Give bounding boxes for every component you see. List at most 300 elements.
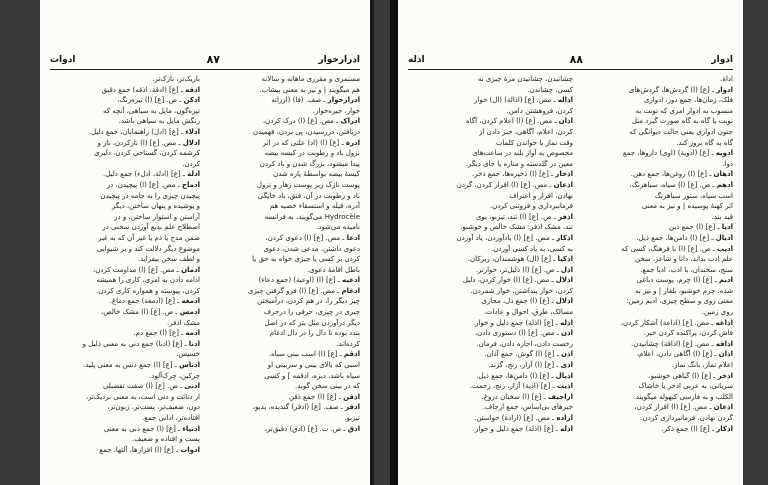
dictionary-line — [210, 254, 360, 265]
definition-text: Hydrocèle می‌گویند، به فرانسه — [264, 212, 360, 221]
definition-text: رخصت دادن، اجازه دادن، فرمان. — [476, 339, 573, 348]
dictionary-line — [423, 254, 573, 265]
dictionary-line — [50, 116, 200, 127]
dictionary-line — [50, 413, 200, 424]
dictionary-line — [210, 159, 360, 170]
definition-text: به کسی، به یاد کسی آوردن. — [491, 244, 573, 253]
text-column-right — [583, 74, 733, 479]
definition-text: چرکین، چرک‌آلود. — [149, 371, 200, 380]
headword: ادنیاء — [182, 424, 200, 433]
headword: ادناس — [179, 361, 200, 370]
definition-text: ـ [ع] (ال) هوشمندان، زیرکان. — [467, 255, 558, 264]
definition-text: ـ [ع] (ا) آزار، رنج، گزند. — [488, 361, 561, 370]
definition-text: ـ [ع] (ادویة) (اوی) داروها، جمع — [622, 149, 716, 158]
running-head-right: ادرارخوار — [318, 55, 360, 65]
headword: ادیم — [718, 276, 733, 285]
headword: اذان — [558, 117, 573, 126]
headword: اذل — [560, 265, 573, 274]
dictionary-line — [50, 95, 200, 106]
definition-text: دریافتن، دررسیدن، پی بردن، فهمیدن — [252, 127, 360, 136]
headword: ادیال — [715, 233, 733, 242]
headword: ادنی — [184, 382, 200, 391]
definition-text: ـ مص. [ع] (ا) اقرار کردن، گردن — [456, 180, 554, 189]
definition-text: تند، مشک اذفر: مشک خالص و خوشبو. — [460, 223, 573, 232]
dictionary-line — [50, 148, 200, 159]
definition-text: ـ [ع] (ا) چرم، پوست دباغی — [636, 276, 719, 285]
dictionary-line — [50, 328, 200, 339]
definition-text: ـ [ع] (ادلة، ادلء) جمع دلیل. — [102, 170, 188, 179]
dictionary-line — [50, 180, 200, 191]
definition-text: ـ [ع] (ا) افزارها، آلتها، جمع — [99, 445, 181, 454]
page-number: ۸۸ — [569, 53, 583, 66]
dictionary-line — [210, 180, 360, 191]
dictionary-line — [423, 286, 573, 297]
headword: اذاقه — [715, 339, 733, 348]
dictionary-line — [50, 402, 200, 413]
definition-text: شده، چرم خوشبو، بلغار | و نیز به — [635, 286, 733, 295]
headword: ادقر — [345, 403, 360, 412]
dictionary-line — [583, 180, 733, 191]
definition-text: تیره‌گون، مایل به سیاهی، آنچه که — [102, 106, 200, 115]
dictionary-line — [50, 339, 200, 350]
definition-text: گردن نهادن، فرمانبرداری کردن. — [640, 414, 733, 422]
dictionary-line — [423, 360, 573, 371]
definition-text: ـ ص. [ع] (ا) با فرهنگ، کسی که — [621, 244, 717, 253]
dictionary-line — [210, 402, 360, 413]
definition-text: ـ مص. [ع] (اذالة) (ال) خوار — [474, 96, 558, 105]
headword: ادمان — [181, 265, 200, 274]
dictionary-line — [50, 349, 200, 360]
definition-text: اصطلاح علم بدیع آوردن سخنی در — [102, 223, 200, 232]
definition-text: ـ [ع] (ا) گیاهی خوشبو. — [648, 371, 718, 380]
dictionary-line — [210, 127, 360, 138]
running-head-left: اذله — [408, 55, 425, 65]
dictionary-line — [423, 424, 573, 435]
dictionary-line — [583, 85, 733, 96]
dictionary-line — [210, 95, 360, 106]
dictionary-line — [210, 318, 360, 329]
dictionary-line — [423, 106, 573, 117]
dictionary-line — [583, 191, 733, 202]
definition-text: دون، ضعیف‌تر، پست‌تر، زبون‌تر، — [107, 403, 200, 412]
page-gutter-shadow — [390, 0, 398, 485]
definition-text: باریک‌تر، نازک‌تر. — [152, 75, 200, 83]
definition-text: ـ [ع] (ادقة، اذقه) جمع دقیق — [101, 85, 186, 94]
dictionary-line — [583, 169, 733, 180]
definition-text: کردن، پیوسته و همواره کاری کردن. — [96, 286, 200, 295]
dictionary-line — [50, 434, 200, 445]
dictionary-line — [583, 201, 733, 212]
headword: ادوات — [180, 445, 200, 454]
dictionary-line — [423, 191, 573, 202]
dictionary-line — [423, 392, 573, 403]
dictionary-line — [423, 328, 573, 339]
definition-text: موضوع دیگر دلالت کند و بر شیوایی — [97, 244, 200, 253]
definition-text: ـ ص. [ع] (ا) سیاه، سیاهرنگ، — [629, 180, 717, 189]
definition-text: پیچیدن چیزی را به جامه در پیچیدن — [100, 191, 200, 200]
definition-text: ـ [ع] (ا) جمع ذقن — [289, 392, 344, 401]
dictionary-line — [583, 402, 733, 413]
dictionary-line — [210, 349, 360, 360]
text-column-left — [50, 74, 200, 479]
dictionary-line — [50, 424, 200, 435]
definition-text: نهادن، اقرار و اعتراف — [509, 191, 573, 200]
definition-text: چیز دیگر را، در هم کردن، درآمیختن — [257, 297, 360, 306]
headword: ادمغه — [181, 297, 200, 306]
running-head-right: ادوار — [711, 55, 733, 65]
definition-text: ـ مص. [ع] (ا) اقرار کردن، — [634, 403, 714, 412]
definition-text: اسب سیاه، ستور سیاهرنگ — [654, 191, 733, 200]
definition-text: ـ مص. [ع] (ا) درک کردن، — [262, 117, 341, 126]
definition-text: خبرهای بی‌اساس، جمع ارجاف. — [482, 403, 573, 412]
dictionary-line — [210, 286, 360, 297]
dictionary-line — [423, 381, 573, 392]
dictionary-line — [50, 254, 200, 265]
headword: ادکن — [183, 96, 200, 105]
dictionary-line — [210, 265, 360, 276]
dictionary-line — [210, 307, 360, 318]
dictionary-line — [583, 212, 733, 223]
dictionary-line — [210, 424, 360, 435]
definition-text: سیاه باشد، دیزه، ادقمه ] و کسی — [264, 371, 360, 380]
dictionary-line — [50, 392, 200, 403]
headword: ادیا — [721, 223, 733, 232]
headword: اذاله — [557, 96, 573, 105]
dictionary-line — [423, 148, 573, 159]
headword: ادمه — [185, 329, 200, 338]
dictionary-line — [423, 233, 573, 244]
definition-text: روی زمین. — [701, 308, 733, 317]
dictionary-line — [50, 127, 200, 138]
dictionary-line — [583, 138, 733, 149]
headword: ادمس — [179, 308, 200, 317]
headword: اذله — [560, 318, 573, 327]
definition-text: ـ مص. [ع] (ا) اعلام کردن، آگاه — [465, 117, 559, 126]
headword: ادوار — [716, 85, 733, 94]
dictionary-line — [583, 318, 733, 329]
definition-text: کرشمه کردن، گستاخی کردن، دلیری — [94, 149, 200, 158]
definition-text: که در بینی سخن گوید. — [295, 382, 360, 391]
definition-text: ـ [ع] (ا) جمع دنی به معنی — [103, 424, 183, 433]
headword: ادقه — [185, 85, 200, 94]
dictionary-line — [423, 318, 573, 329]
dictionary-line — [423, 349, 573, 360]
definition-text: چیزی در چیزی، حرفی را درحرف — [263, 308, 360, 317]
header-rule — [408, 69, 733, 70]
dictionary-line — [583, 286, 733, 297]
definition-text: ـ صف. [ع] (ادقر) گندیده، بدبو، — [252, 403, 346, 412]
definition-text: آدره، قیله و استسقاء خصیه هم — [269, 202, 360, 211]
dictionary-line — [210, 233, 360, 244]
definition-text: ـ [ع] (ادنا) جمع دنی به معنی ذلیل و — [82, 339, 189, 348]
definition-text: گاه به گاه بروز کند. — [676, 138, 733, 147]
headword: اذیت — [556, 382, 573, 391]
definition-text: جنون ادواری یعنی حالت دیوانگی که — [629, 127, 733, 136]
dictionary-line — [210, 191, 360, 202]
definition-text: ـ [ع] (اذلة) جمع ذلیل و خوار. — [472, 424, 561, 433]
definition-text: ـ مص. [ع] (ا) دعوی کردن، — [265, 233, 347, 242]
definition-text: وقت نماز با خواندن کلمات — [495, 138, 573, 147]
definition-text: فرمانبرداری و فروتنی کردن. — [489, 202, 573, 211]
dictionary-line — [583, 95, 733, 106]
dictionary-line — [210, 106, 360, 117]
definition-text: اداة. — [720, 75, 733, 83]
headword: اذن — [561, 329, 573, 338]
definition-text: اثر کهنهٔ پوسیده | و نیز به معنی — [641, 202, 733, 211]
definition-text: فاش کردن، پراکنده کردن خبر. — [643, 329, 733, 338]
right-page — [398, 0, 743, 485]
dictionary-line — [583, 116, 733, 127]
dictionary-line — [423, 74, 573, 85]
definition-text: آراستن و استوار ساختن، و در — [114, 212, 200, 221]
definition-text: فلک، زمان‌ها، جمع دور، ادواری — [643, 96, 733, 105]
dictionary-line — [210, 222, 360, 233]
dictionary-line — [583, 159, 733, 170]
definition-text: علم ادب بداند، دانا و شاعر، سخن — [634, 255, 733, 264]
headword: ادعا — [346, 233, 360, 242]
definition-text: پست و افتاده و ضعیف. — [132, 435, 200, 444]
dictionary-line — [423, 371, 573, 382]
headword: ادهم — [716, 180, 733, 189]
dictionary-line — [583, 74, 733, 85]
definition-text: ـ [ع] (ا) جمع ذکر. — [661, 424, 717, 433]
dictionary-line — [210, 413, 360, 424]
headword: اذکار — [716, 424, 733, 433]
dictionary-line — [423, 402, 573, 413]
dictionary-line — [583, 127, 733, 138]
definition-text: ـ مص. [ع] (ا) نازکردن، ناز و — [97, 138, 183, 147]
definition-text: معنی روی و سطح چیزی، ادیم زمین: — [626, 297, 733, 306]
headword: ادرارخوار — [327, 96, 360, 105]
dictionary-line — [423, 244, 573, 255]
definition-text: نوبت یا گاه به گاه صورت گیرد مثل — [631, 117, 733, 126]
dictionary-line — [583, 349, 733, 360]
headword: اذفر — [558, 212, 573, 221]
definition-text: ـ مص. [ع] (ا) مداومت کردن، — [92, 265, 182, 274]
right-page-header — [408, 55, 733, 67]
headword: اراده — [556, 414, 573, 422]
definition-text: ـ [ع] (ا) جمع دنس به معنی پلید. — [83, 361, 180, 370]
definition-text: منسوب به ادوار امری که نوبت به — [635, 106, 733, 115]
left-page-header — [50, 55, 360, 67]
dictionary-line — [583, 392, 733, 403]
dictionary-line — [423, 212, 573, 223]
headword: اذعان — [553, 180, 573, 189]
definition-text: ـ مص. [ع] (اذاقة) چشانیدن. — [631, 339, 716, 348]
headword: ادویه — [715, 149, 733, 158]
dictionary-line — [423, 296, 573, 307]
definition-text: کسی، چشاندن. — [527, 85, 573, 94]
dictionary-line — [210, 169, 360, 180]
headword: ادراک — [340, 117, 360, 126]
definition-text: ـ [ع] (ادمغة) جمع دماغ. — [109, 297, 182, 306]
definition-text: ضمن مدح یا ذم یا غیر آن که به غیر — [97, 233, 200, 242]
definition-text: نامیده می‌شود. — [316, 223, 360, 232]
definition-text: دوا. — [722, 159, 733, 168]
headword: اذی — [560, 361, 573, 370]
headword: اذن — [561, 350, 573, 359]
definition-text: باد و رطوبت در آن، فتق، باد خایگی — [257, 191, 360, 200]
definition-text: ـ [ع] (ا) جمع ذل، مجاری — [481, 297, 556, 306]
definition-text: ـ مص. [ع] (ارادة) خواستن. — [474, 414, 557, 422]
dictionary-line — [210, 201, 360, 212]
dictionary-line — [423, 138, 573, 149]
definition-text: و پوشیده و پنهان ساختن، دیگر — [111, 202, 200, 211]
dictionary-line — [210, 360, 360, 371]
dictionary-line — [583, 222, 733, 233]
dictionary-line — [50, 106, 200, 117]
definition-text: ـ [ع] (ا) آگاهی دادن، اعلام، — [636, 350, 719, 359]
definition-text: کیسهٔ بیضه بواسطهٔ پاره شدن — [273, 170, 360, 179]
headword: ادغام — [341, 286, 360, 295]
definition-text: هم میگویند | و نیز به معنی پیشاب. — [259, 85, 360, 94]
dictionary-line — [423, 180, 573, 191]
headword: اذعان — [713, 403, 733, 412]
dictionary-line — [50, 296, 200, 307]
dictionary-line — [210, 328, 360, 339]
headword: اذاعه — [715, 318, 733, 327]
left-page — [40, 0, 370, 485]
headword: اذلال — [555, 297, 573, 306]
headword: ادلاء — [185, 127, 200, 136]
definition-text: ـ مص. [ع] (ا) یادآوردن، یاد آوردن — [456, 233, 557, 242]
definition-text: ـ [ع] (ا) دامن‌ها، جمع ذیل. — [476, 371, 556, 380]
definition-text: ـ [ع] (ا) ذخیره‌ها، جمع ذخر. — [472, 170, 556, 179]
dictionary-line — [583, 106, 733, 117]
headword: ادهان — [713, 170, 733, 179]
headword: ادعیه — [342, 276, 360, 285]
header-rule — [50, 69, 360, 70]
running-head-left: ادوات — [50, 55, 76, 65]
dictionary-line — [50, 201, 200, 212]
dictionary-line — [423, 116, 573, 127]
dictionary-line — [423, 265, 573, 276]
dictionary-line — [50, 85, 200, 96]
definition-text: ادامه دادن به امری، کاری را همیشه — [96, 276, 200, 285]
definition-text: مستمری و مقرری ماهانه و سالانه — [261, 75, 360, 83]
dictionary-line — [583, 381, 733, 392]
definition-text: ـ [ع] (ا) سخنان دروغ. — [481, 392, 548, 401]
definition-text: ـ [ع] (ا) روغن‌ها، جمع دهن. — [630, 170, 714, 179]
definition-text: تیزبو. — [344, 414, 360, 422]
headword: ادلة — [187, 170, 200, 179]
definition-text: ـ [ع] (ا) اسب بینی سیاه. — [268, 350, 344, 359]
definition-text: مسالک، طرق، احوال و عادات. — [483, 308, 573, 317]
definition-text: ـ [ع] (اذیة) آزار، رنج، زحمت. — [469, 382, 557, 391]
headword: ادرة — [345, 138, 360, 147]
headword: اذکار — [556, 233, 573, 242]
dictionary-line — [583, 148, 733, 159]
definition-text: ـ [ع] (ا) (اوعیة) (جمع دعاء) — [258, 276, 343, 285]
headword: ادقم — [343, 350, 360, 359]
dictionary-line — [50, 275, 200, 286]
text-column-right — [210, 74, 360, 479]
definition-text: نزول باد و رطوبت در کیسه بیضه — [264, 149, 360, 158]
dictionary-line — [50, 212, 200, 223]
definition-text: ـ [ع] (اذلة) جمع ذلیل و خوار. — [472, 318, 561, 327]
definition-text: ـ مص. [ع] (اذاعة) آشکار کردن، — [620, 318, 716, 327]
definition-text: ـ ص. [ع] (ا) مشک خالص، — [100, 308, 180, 317]
definition-text: ـ مص. [ع] (ا) پیچیدن، در — [106, 180, 182, 189]
dictionary-line — [210, 116, 360, 127]
definition-text: مشک اذفر. — [167, 318, 200, 327]
dictionary-line — [50, 191, 200, 202]
dictionary-line — [210, 148, 360, 159]
definition-text: ـ [ع] (ا) گوش، جمع آذان. — [484, 350, 562, 359]
dictionary-line — [583, 254, 733, 265]
definition-text: اسبی که بالای بینی و سربینی او — [267, 361, 360, 370]
dictionary-line — [50, 159, 200, 170]
definition-text: ـ [ع] (ا) گردش‌ها، گردش‌های — [628, 85, 717, 94]
headword: اذقن — [343, 392, 360, 401]
definition-text: خسیس. — [176, 350, 200, 359]
dictionary-line — [423, 339, 573, 350]
dictionary-line — [423, 201, 573, 212]
definition-text: دعوی داشتن، مدعی شدن، دعوی — [263, 244, 360, 253]
definition-text: ـ ص. [ع] (ا) ذلیل‌تر، خوارتر. — [475, 265, 561, 274]
definition-text: رنگش مایل به سیاهی باشد. — [118, 117, 200, 126]
definition-text: کردن، اعلام، آگاهی، خبر دادن از — [479, 127, 573, 136]
definition-text: کردن. — [182, 159, 200, 168]
definition-text: کردن، خوار پنداشتن، خوار شمردن. — [470, 286, 573, 295]
headword: ادماج — [182, 180, 200, 189]
dictionary-line — [50, 244, 200, 255]
definition-text: پوست نازک زیر پوست زهار و نزول — [256, 180, 360, 189]
dictionary-line — [210, 138, 360, 149]
dictionary-line — [210, 212, 360, 223]
page-number: ۸۷ — [206, 53, 220, 66]
dictionary-line — [583, 424, 733, 435]
headword: ادلال — [182, 138, 200, 147]
dictionary-line — [423, 127, 573, 138]
dictionary-line — [423, 85, 573, 96]
headword: ادنا — [188, 339, 200, 348]
definition-text: سنج، سخندان، با ادب، ادبا جمع. — [640, 265, 733, 274]
dictionary-line — [423, 275, 573, 286]
dictionary-line — [210, 296, 360, 307]
dictionary-line — [583, 275, 733, 286]
dictionary-line — [50, 381, 200, 392]
dictionary-line — [423, 413, 573, 424]
dictionary-line — [50, 74, 200, 85]
dictionary-line — [583, 371, 733, 382]
dictionary-line — [50, 169, 200, 180]
definition-text: ـ مص. [ع] (ا) خوار کردن، ذلیل — [462, 276, 556, 285]
dictionary-line — [50, 138, 200, 149]
definition-text: دیگر درآوردن مثل بتر که در اصل — [264, 318, 360, 327]
definition-text: ـ صف. (فا) (ازراته — [271, 96, 328, 105]
definition-text: و لطف سخن بیفزاید. — [137, 255, 200, 264]
definition-text: الکلب و به فارسی کبهوله میگویند. — [633, 392, 733, 401]
dictionary-line — [583, 360, 733, 371]
dictionary-line — [210, 85, 360, 96]
definition-text: ـ ص. [ع] (ا) تیره‌رنگ، — [117, 96, 184, 105]
dictionary-line — [583, 339, 733, 350]
definition-text: ـ [ع] (ا) جمع دین — [669, 223, 722, 232]
dictionary-line — [50, 360, 200, 371]
headword: اذکیا — [557, 255, 573, 264]
definition-text: باطل اقامهٔ دعوی. — [307, 265, 360, 274]
headword: اذان — [718, 350, 733, 359]
definition-text: ـ مص. [ع] (ا) فرو گرفتن چیزی — [247, 286, 342, 295]
definition-text: افتاده‌تر، ادانی جمع. — [142, 414, 200, 422]
dictionary-line — [583, 265, 733, 276]
definition-text: چشانیدن، چشانیدن مزهٔ چیزی به — [477, 75, 573, 83]
dictionary-line — [583, 244, 733, 255]
headword: اذله — [560, 424, 573, 433]
dictionary-line — [423, 159, 573, 170]
definition-text: کردن بر کسی یا چیزی خواه به حق یا — [252, 255, 360, 264]
